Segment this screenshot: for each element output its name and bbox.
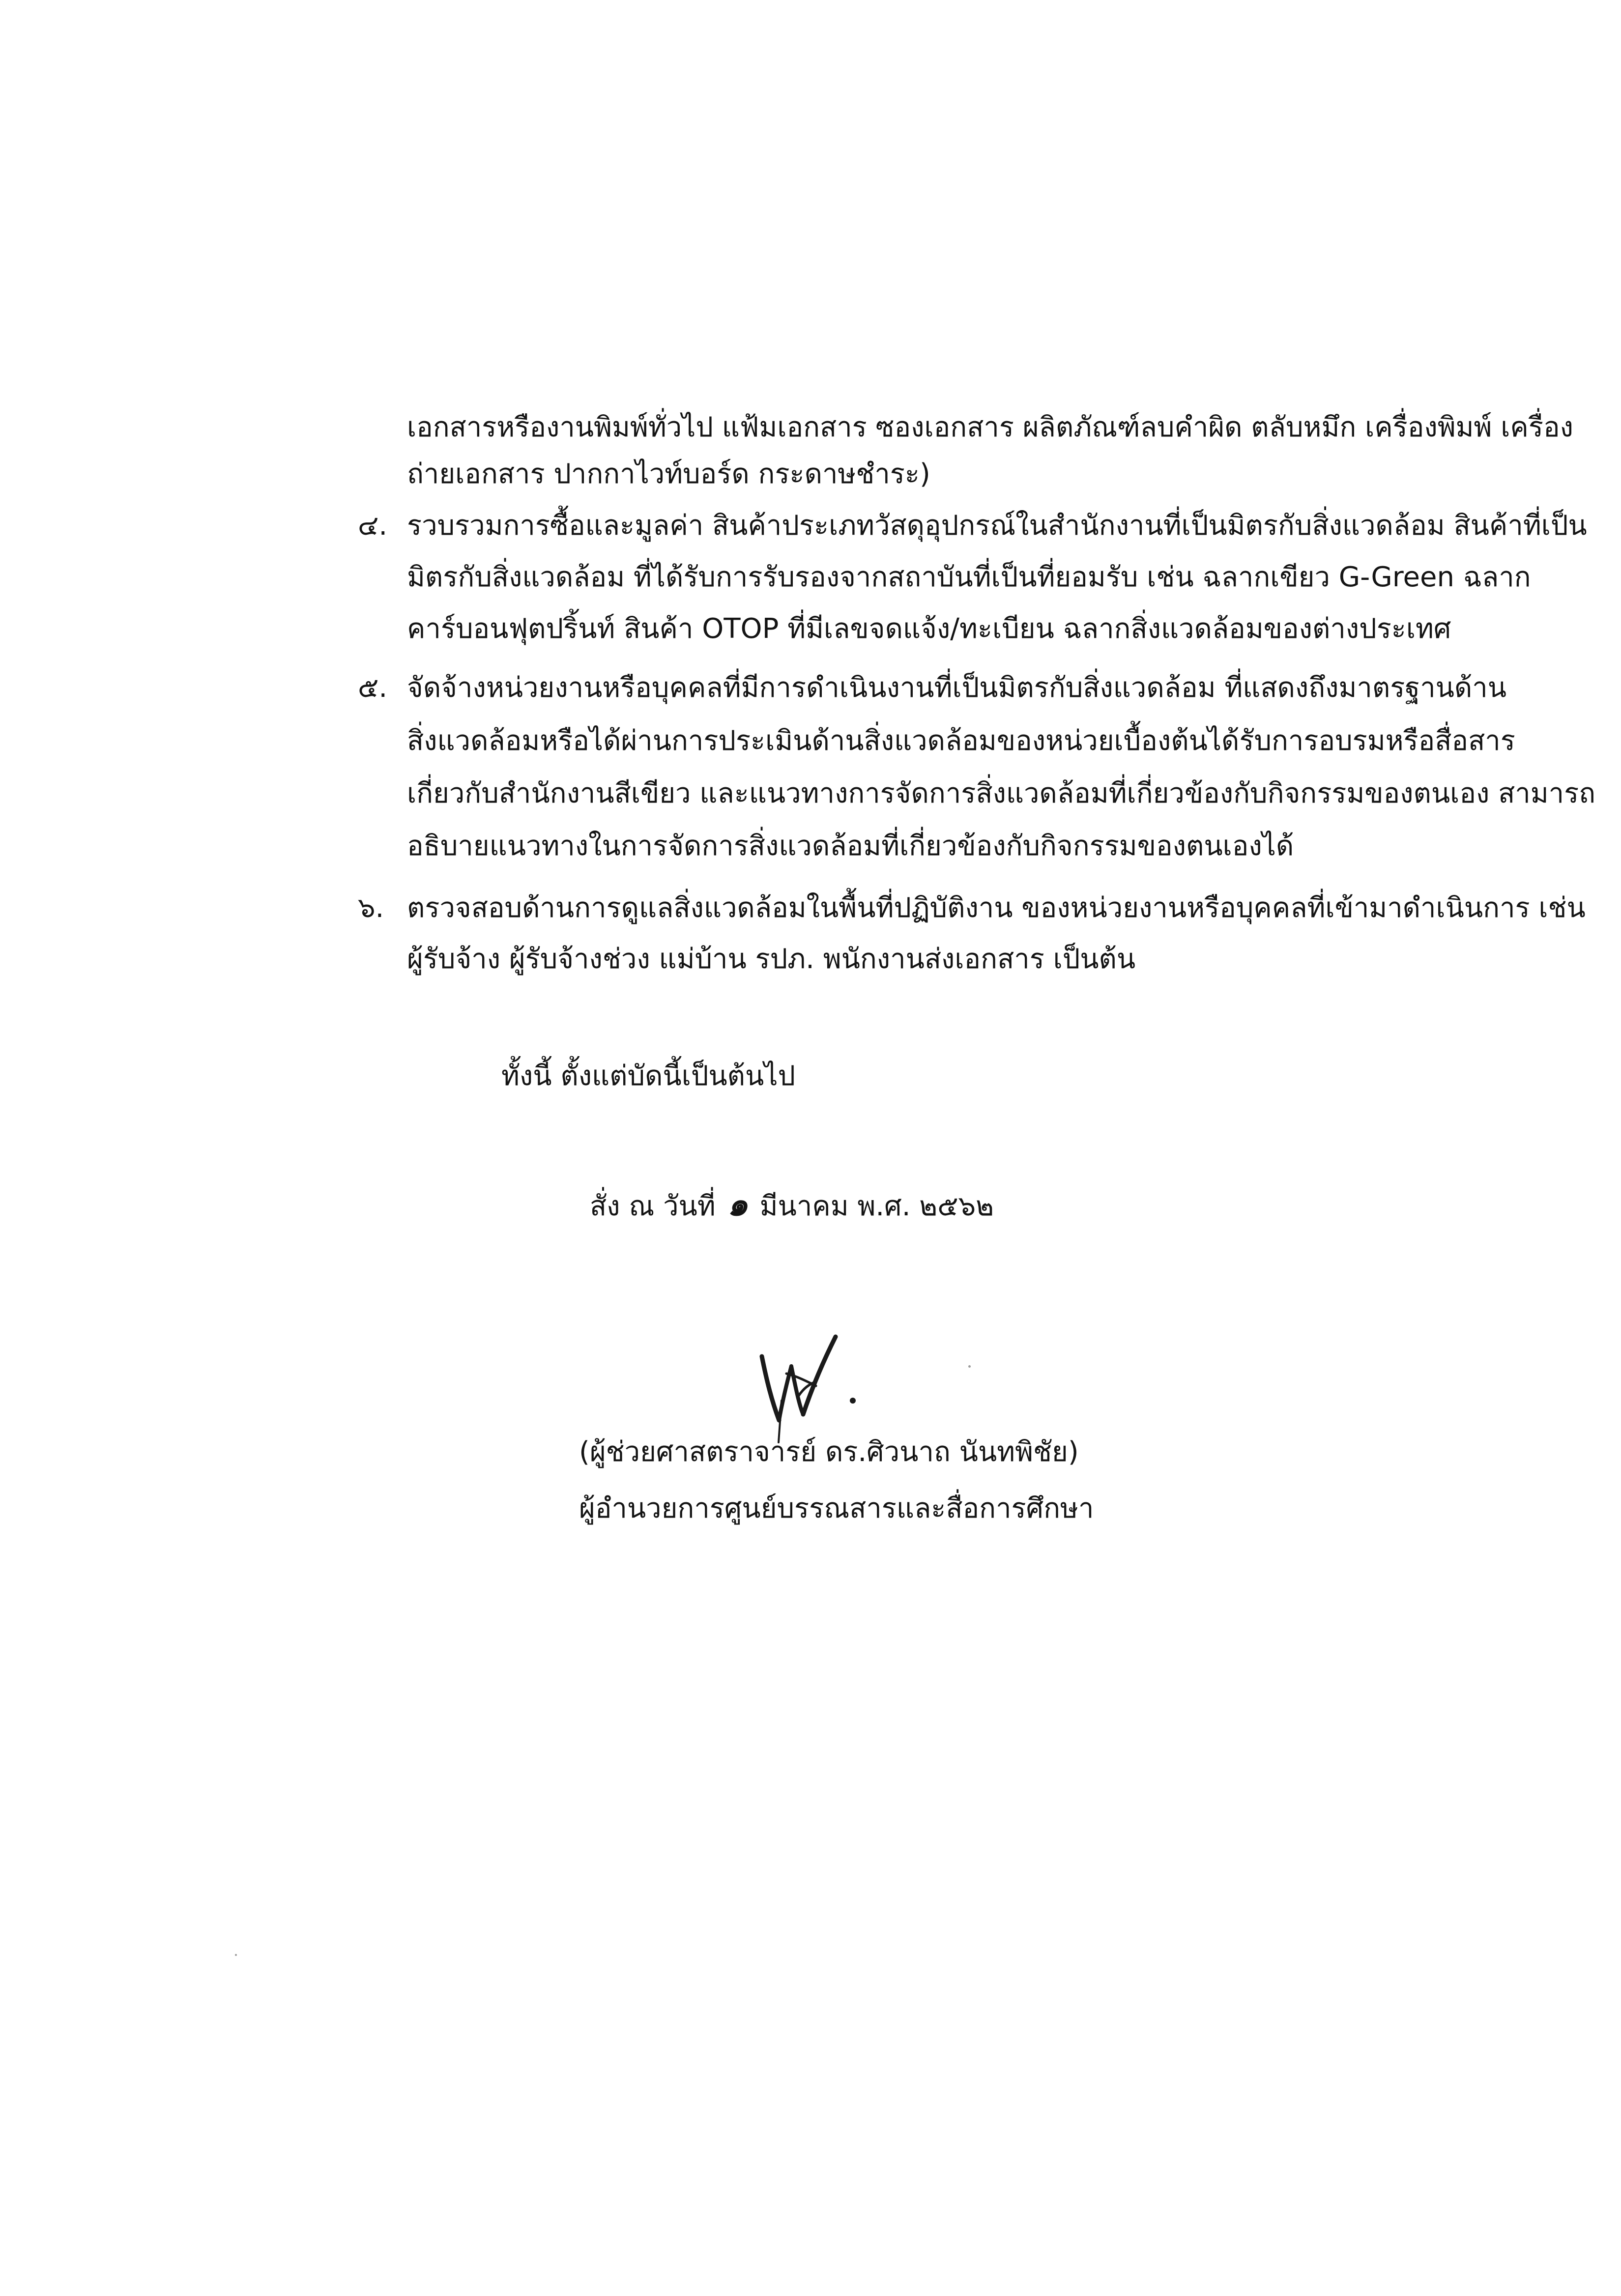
- continuation-line-2: ถ่ายเอกสาร ปากกาไวท์บอร์ด กระดาษชำระ): [407, 458, 930, 490]
- item-4-number: ๔.: [358, 510, 388, 542]
- item-6-line-2: ผู้รับจ้าง ผู้รับจ้างช่วง แม่บ้าน รปภ. พนักงานส่งเอกสาร เป็นต้น: [407, 943, 1136, 975]
- item-4-line-3: คาร์บอนฟุตปริ้นท์ สินค้า OTOP ที่มีเลขจดแจ้ง/ทะเบียน ฉลากสิ่งแวดล้อมของต่างประเทศ: [407, 613, 1451, 645]
- effective-statement: ทั้งนี้ ตั้งแต่บัดนี้เป็นต้นไป: [501, 1060, 796, 1092]
- item-5-number: ๕.: [358, 672, 388, 704]
- continuation-line-1: เอกสารหรืองานพิมพ์ทั่วไป แฟ้มเอกสาร ซองเอกสาร ผลิตภัณฑ์ลบคำผิด ตลับหมึก เครื่องพิมพ์ เครื่อง: [407, 411, 1573, 443]
- item-4-line-1: รวบรวมการซื้อและมูลค่า สินค้าประเภทวัสดุอุปกรณ์ในสำนักงานที่เป็นมิตรกับสิ่งแวดล้อม สินค้าที่เป็น: [407, 510, 1587, 542]
- item-6-number: ๖.: [358, 892, 384, 924]
- order-month-year: มีนาคม พ.ศ. ๒๕๖๒: [759, 1190, 994, 1222]
- item-5-line-3: เกี่ยวกับสำนักงานสีเขียว และแนวทางการจัดการสิ่งแวดล้อมที่เกี่ยวข้องกับกิจกรรมของตนเอง สามารถ: [407, 777, 1596, 809]
- order-date-line: [590, 1184, 994, 1226]
- order-day: ๑: [727, 1185, 748, 1223]
- item-5-line-4: อธิบายแนวทางในการจัดการสิ่งแวดล้อมที่เกี่ยวข้องกับกิจกรรมของตนเองได้: [407, 830, 1294, 862]
- item-5-line-2: สิ่งแวดล้อมหรือได้ผ่านการประเมินด้านสิ่งแวดล้อมของหน่วยเบื้องต้นได้รับการอบรมหรือสื่อสาร: [407, 725, 1515, 757]
- handwritten-signature: [752, 1327, 870, 1445]
- scan-speck: [968, 1365, 971, 1368]
- item-5-line-1: จัดจ้างหน่วยงานหรือบุคคลที่มีการดำเนินงานที่เป็นมิตรกับสิ่งแวดล้อม ที่แสดงถึงมาตรฐานด้าน: [407, 672, 1507, 704]
- order-prefix: สั่ง ณ วันที่: [590, 1190, 716, 1222]
- item-6-line-1: ตรวจสอบด้านการดูแลสิ่งแวดล้อมในพื้นที่ปฏิบัติงาน ของหน่วยงานหรือบุคคลที่เข้ามาดำเนินการ เช่น: [407, 892, 1586, 924]
- signatory-name: (ผู้ช่วยศาสตราจารย์ ดร.ศิวนาถ นันทพิชัย): [579, 1436, 1079, 1468]
- scan-speck: [235, 1954, 237, 1956]
- signatory-position: ผู้อำนวยการศูนย์บรรณสารและสื่อการศึกษา: [579, 1492, 1094, 1524]
- item-4-line-2: มิตรกับสิ่งแวดล้อม ที่ได้รับการรับรองจากสถาบันที่เป็นที่ยอมรับ เช่น ฉลากเขียว G-Green ฉลาก: [407, 561, 1531, 593]
